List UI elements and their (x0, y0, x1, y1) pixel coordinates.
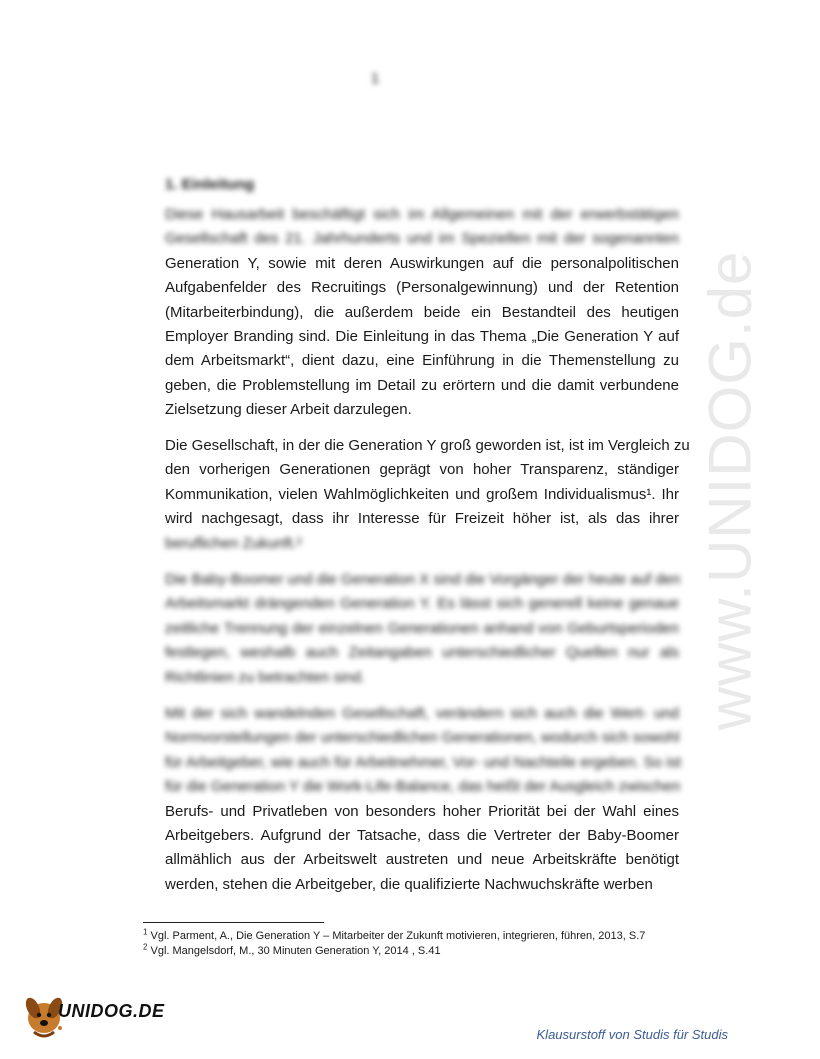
footnote-mark: 2 (143, 941, 148, 951)
text-line: allmählich aus der Arbeitswelt austreten und neue Arbeitskräfte benötigt (165, 851, 679, 869)
text-line: Richtlinien zu betrachten sind. (165, 668, 366, 686)
text-line: Normvorstellungen der unterschiedlichen Generationen, wodurch sich sowohl (165, 729, 680, 747)
text-line: geben, die Problemstellung im Detail zu erörtern und die damit verbundene (165, 376, 679, 394)
text-line: Aufgabenfelder des Recruitings (Personalgewinnung) und der Retention (165, 279, 679, 297)
section-heading: 1. Einleitung (165, 176, 255, 193)
text-line: wird nachgesagt, dass ihr Interesse für Freizeit höher ist, als das ihrer (165, 510, 679, 528)
text-line: festlegen, weshalb auch Zeitangaben unterschiedlicher Quellen nur als (165, 644, 679, 662)
footnote-mark: 1 (143, 927, 148, 937)
text-line: Employer Branding sind. Die Einleitung in das Thema „Die Generation Y auf (165, 328, 679, 346)
paragraph-4 (165, 702, 682, 897)
footnote-separator (143, 922, 324, 923)
paragraph-1 (165, 203, 679, 423)
text-line: Zielsetzung dieser Arbeit darzulegen. (165, 401, 412, 419)
watermark-text: www.UNIDOG.de (696, 250, 764, 730)
text-line: werden, stehen die Arbeitgeber, die qualifizierte Nachwuchskräfte werben (165, 875, 653, 893)
text-line: Die Gesellschaft, in der die Generation Y groß geworden ist, ist im Vergleich zu (165, 437, 690, 454)
footnote-text: Vgl. Mangelsdorf, M., 30 Minuten Generation Y, 2014 , S.41 (147, 944, 441, 957)
footnotes (143, 929, 673, 958)
text-line: für die Generation Y die Work-Life-Balance, das heißt der Ausgleich zwischen (165, 778, 681, 796)
footer-slogan: Klausurstoff von Studis für Studis (536, 1027, 728, 1042)
text-line: Gesellschaft des 21. Jahrhunderts und im Speziellen mit der sogenannten (165, 230, 679, 248)
logo-text[interactable]: UNIDOG.DE (58, 1001, 165, 1021)
page-number: 1 (370, 70, 380, 87)
text-line: Arbeitsmarkt drängenden Generation Y. Es lässt sich generell keine genaue (165, 595, 679, 613)
text-line: Arbeitgebers. Aufgrund der Tatsache, dass die Vertreter der Baby-Boomer (165, 827, 679, 845)
text-line: (Mitarbeiterbindung), die außerdem beide ein Bestandteil des heutigen (165, 303, 679, 321)
text-line: dem Arbeitsmarkt“, dient dazu, eine Einführung in die Themenstellung zu (165, 352, 679, 370)
text-line: den vorherigen Generationen geprägt von hoher Transparenz, ständiger (165, 461, 679, 479)
text-line: Diese Hausarbeit beschäftigt sich im Allgemeinen mit der erwerbstätigen (165, 206, 679, 223)
footnote-text: Vgl. Parment, A., Die Generation Y – Mitarbeiter der Zukunft motivieren, integrieren, führen, 2013, S.7 (147, 930, 646, 942)
footnote (143, 941, 673, 959)
paragraph-2 (165, 434, 690, 556)
text-line: Mit der sich wandelnden Gesellschaft, verändern sich auch die Wert- und (165, 705, 679, 722)
text-line: zeitliche Trennung der einzelnen Generationen anhand von Geburtsperioden (165, 619, 679, 637)
footnote (143, 929, 673, 944)
text-line: Generation Y, sowie mit deren Auswirkungen auf die personalpolitischen (165, 254, 679, 272)
text-line: Berufs- und Privatleben von besonders hoher Priorität bei der Wahl eines (165, 802, 679, 820)
text-line: Kommunikation, vielen Wahlmöglichkeiten und großem Individualismus¹. Ihr (165, 485, 679, 503)
text-line: Die Baby-Boomer und die Generation X sind die Vorgänger der heute auf den (165, 571, 681, 588)
text-line: beruflichen Zukunft.² (165, 534, 302, 552)
paragraph-3 (165, 568, 679, 690)
text-line: für Arbeitgeber, wie auch für Arbeitnehmer, Vor- und Nachteile ergeben. So ist (165, 753, 682, 771)
